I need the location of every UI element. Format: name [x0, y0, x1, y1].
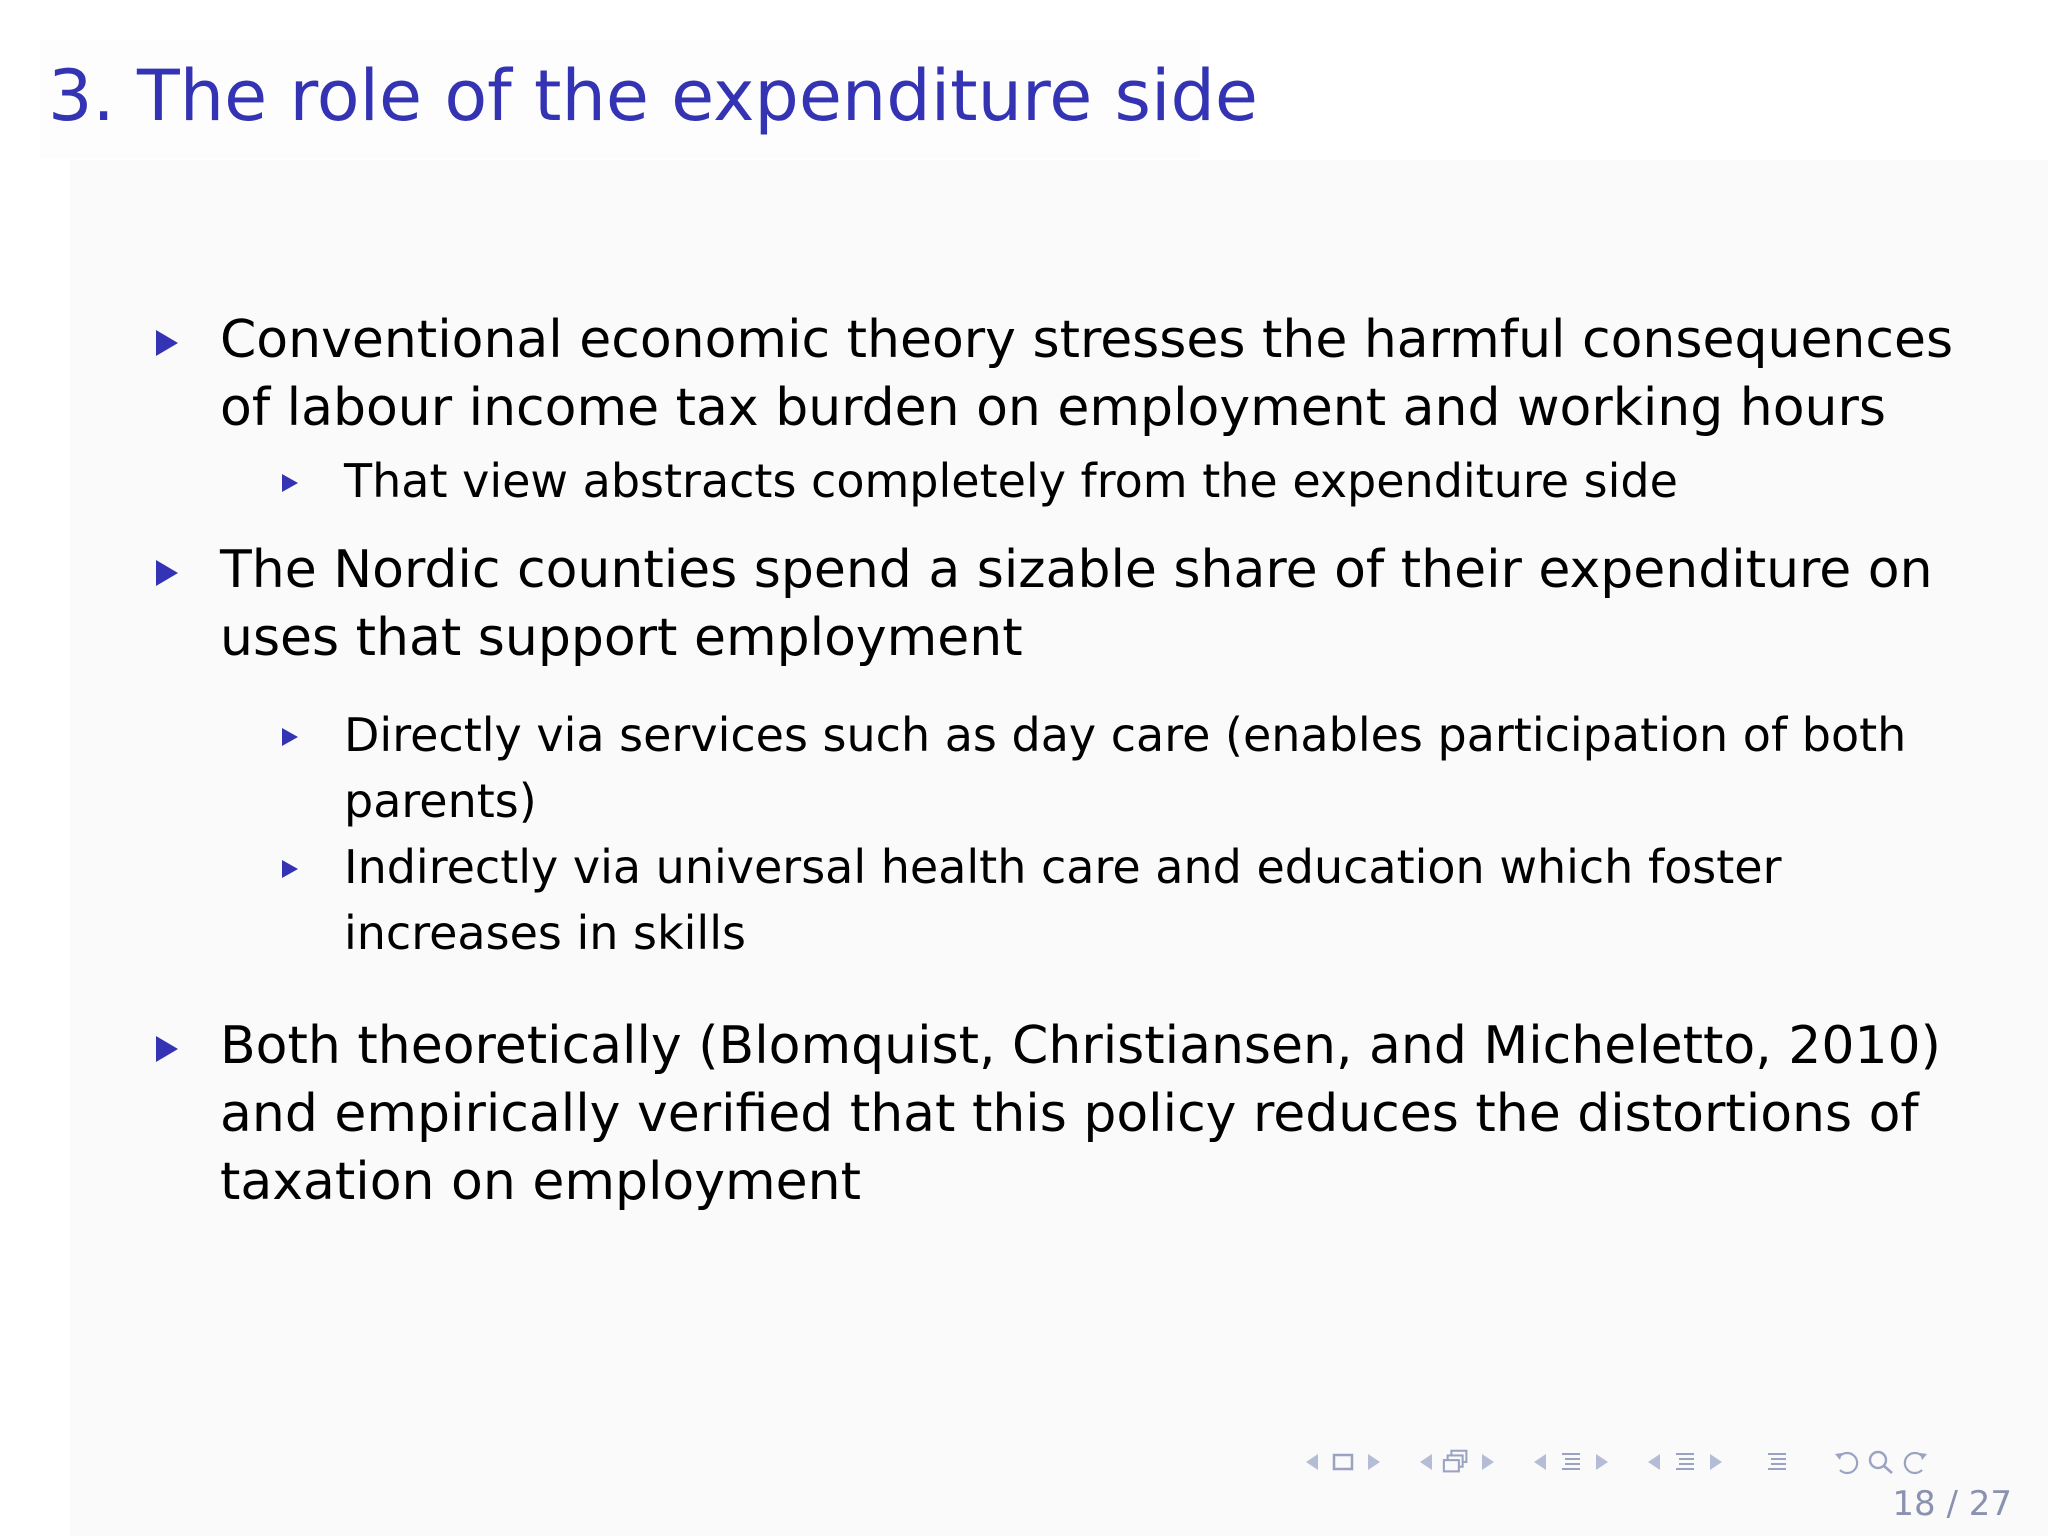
subsection-icon[interactable]	[1442, 1447, 1472, 1477]
bullet-item	[148, 536, 1998, 966]
bullet-item	[148, 1012, 1998, 1216]
bullet-triangle-icon	[156, 1036, 178, 1062]
sub-bullet-triangle-icon	[282, 728, 298, 746]
sub-bullet-text: Directly via services such as day care (enables participation of both parents)	[344, 708, 1907, 828]
next-frame-icon[interactable]	[1368, 1454, 1380, 1470]
bullet-list	[148, 306, 1998, 1216]
sub-bullet-list	[220, 448, 1998, 514]
next-section-icon[interactable]	[1596, 1454, 1608, 1470]
sub-bullet-triangle-icon	[282, 474, 298, 492]
sub-bullet-list	[220, 702, 1998, 966]
align-nav[interactable]	[1762, 1447, 1792, 1477]
navigation-bar	[1306, 1444, 1930, 1480]
search-nav[interactable]	[1832, 1447, 1930, 1477]
previous-subsection-icon[interactable]	[1420, 1454, 1432, 1470]
bullet-text: Both theoretically (Blomquist, Christiansen, and Micheletto, 2010) and empirically verified that this policy reduces the distortions of taxation on employment	[220, 1016, 1941, 1212]
align-icon[interactable]	[1762, 1447, 1792, 1477]
sub-bullet-item	[220, 448, 1998, 514]
next-slide-list-icon[interactable]	[1710, 1454, 1722, 1470]
slide-list-icon[interactable]	[1670, 1447, 1700, 1477]
sub-bullet-item	[220, 702, 1998, 834]
bullet-triangle-icon	[156, 330, 178, 356]
redo-icon[interactable]	[1900, 1447, 1930, 1477]
bullet-text: Conventional economic theory stresses the harmful consequences of labour income tax burden on employment and working hours	[220, 310, 1954, 438]
section-nav[interactable]	[1534, 1447, 1608, 1477]
previous-frame-icon[interactable]	[1306, 1454, 1318, 1470]
bullet-text: The Nordic counties spend a sizable share of their expenditure on uses that support employment	[220, 540, 1933, 668]
undo-icon[interactable]	[1832, 1447, 1862, 1477]
previous-section-icon[interactable]	[1534, 1454, 1546, 1470]
page-number: 18 / 27	[1892, 1484, 2012, 1524]
slide-title: 3. The role of the expenditure side	[48, 55, 1258, 137]
frame-nav[interactable]	[1306, 1447, 1380, 1477]
sub-bullet-item	[220, 834, 1998, 966]
sub-bullet-text: Indirectly via universal health care and education which foster increases in skills	[344, 840, 1782, 960]
sub-bullet-text: That view abstracts completely from the expenditure side	[344, 454, 1678, 508]
bullet-item	[148, 306, 1998, 514]
slide-list-nav[interactable]	[1648, 1447, 1722, 1477]
search-icon[interactable]	[1866, 1447, 1896, 1477]
section-icon[interactable]	[1556, 1447, 1586, 1477]
sub-bullet-triangle-icon	[282, 860, 298, 878]
subsection-nav[interactable]	[1420, 1447, 1494, 1477]
previous-slide-list-icon[interactable]	[1648, 1454, 1660, 1470]
next-subsection-icon[interactable]	[1482, 1454, 1494, 1470]
frame-icon[interactable]	[1328, 1447, 1358, 1477]
bullet-triangle-icon	[156, 560, 178, 586]
